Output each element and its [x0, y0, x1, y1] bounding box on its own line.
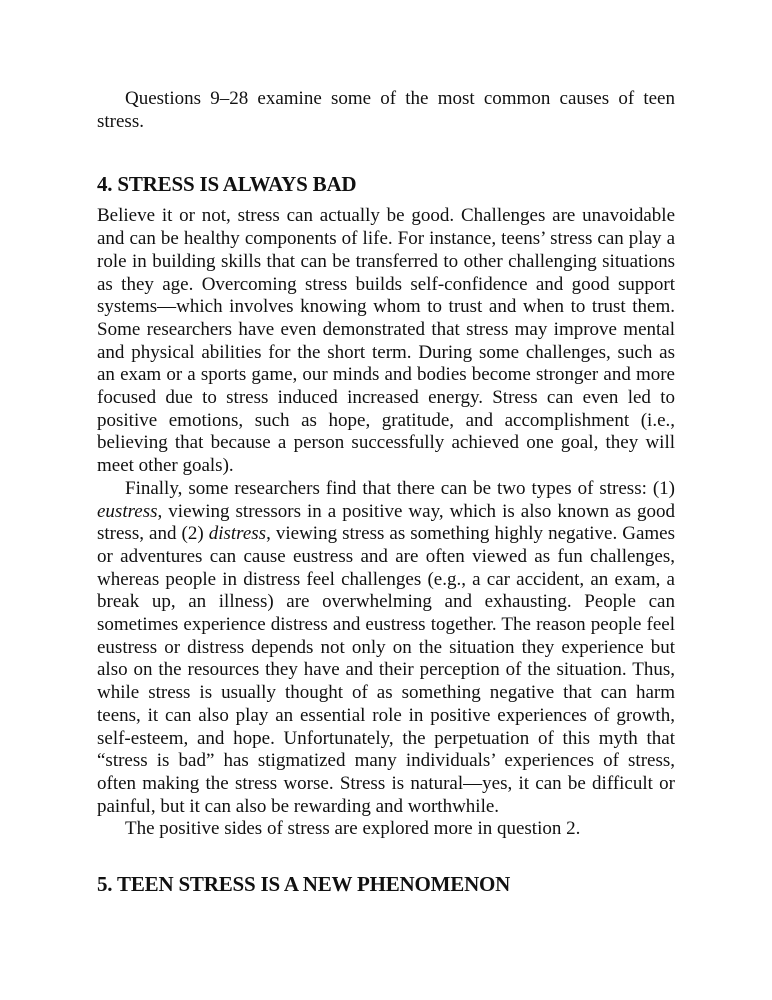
paragraph-2-text-3: , viewing stress as something highly negative. Games or adventures can cause eustress and are often viewed as fun challenges, whereas people in distress feel challenges (e.g., a car accident, an exam, a break up, an illness) are overwhelming and exhausting. People can sometimes experience distress and eustress together. The reason people feel eustress or distress depends not only on the situation they experience but also on the resources they have and their perception of the situation. Thus, while stress is usually thought of as something negative that can harm teens, it can also play an essential role in positive experiences of growth, self-esteem, and hope. Unfortunately, the perpetuation of this myth that “stress is bad” has stigmatized many individuals’ experiences of stress, often making the stress worse. Stress is natural—yes, it can be difficult or painful, but it can also be rewarding and worthwhile.	[97, 523, 675, 817]
paragraph-2-text-1: Finally, some researchers find that there can be two types of stress: (1)	[125, 477, 675, 499]
document-page	[97, 88, 675, 897]
section-4-paragraph-1: Believe it or not, stress can actually be good. Challenges are unavoidable and can be healthy components of life. For instance, teens’ stress can play a role in building skills that can be transferred to other challenging situations as they age. Overcoming stress builds self-confidence and good support systems—which involves knowing whom to trust and when to trust them. Some researchers have even demonstrated that stress may improve mental and physical abilities for the short term. During some challenges, such as an exam or a sports game, our minds and bodies become stronger and more focused due to stress induced increased energy. Stress can even led to positive emotions, such as hope, gratitude, and accomplishment (i.e., believing that because a person successfully achieved one goal, they will meet other goals).	[97, 205, 675, 477]
section-4-heading: 4. STRESS IS ALWAYS BAD	[97, 172, 357, 197]
term-eustress: eustress	[97, 500, 158, 522]
intro-paragraph: Questions 9–28 examine some of the most common causes of teen stress.	[97, 88, 675, 132]
section-5-heading: 5. TEEN STRESS IS A NEW PHENOMENON	[97, 872, 511, 897]
paragraph-2-text-2: , viewing stressors in a positive way, which is also known as good stress, and (2)	[97, 500, 675, 545]
section-4-paragraph-2	[97, 478, 675, 819]
term-distress: distress	[208, 523, 267, 545]
section-4-paragraph-3: The positive sides of stress are explored more in question 2.	[125, 818, 581, 840]
